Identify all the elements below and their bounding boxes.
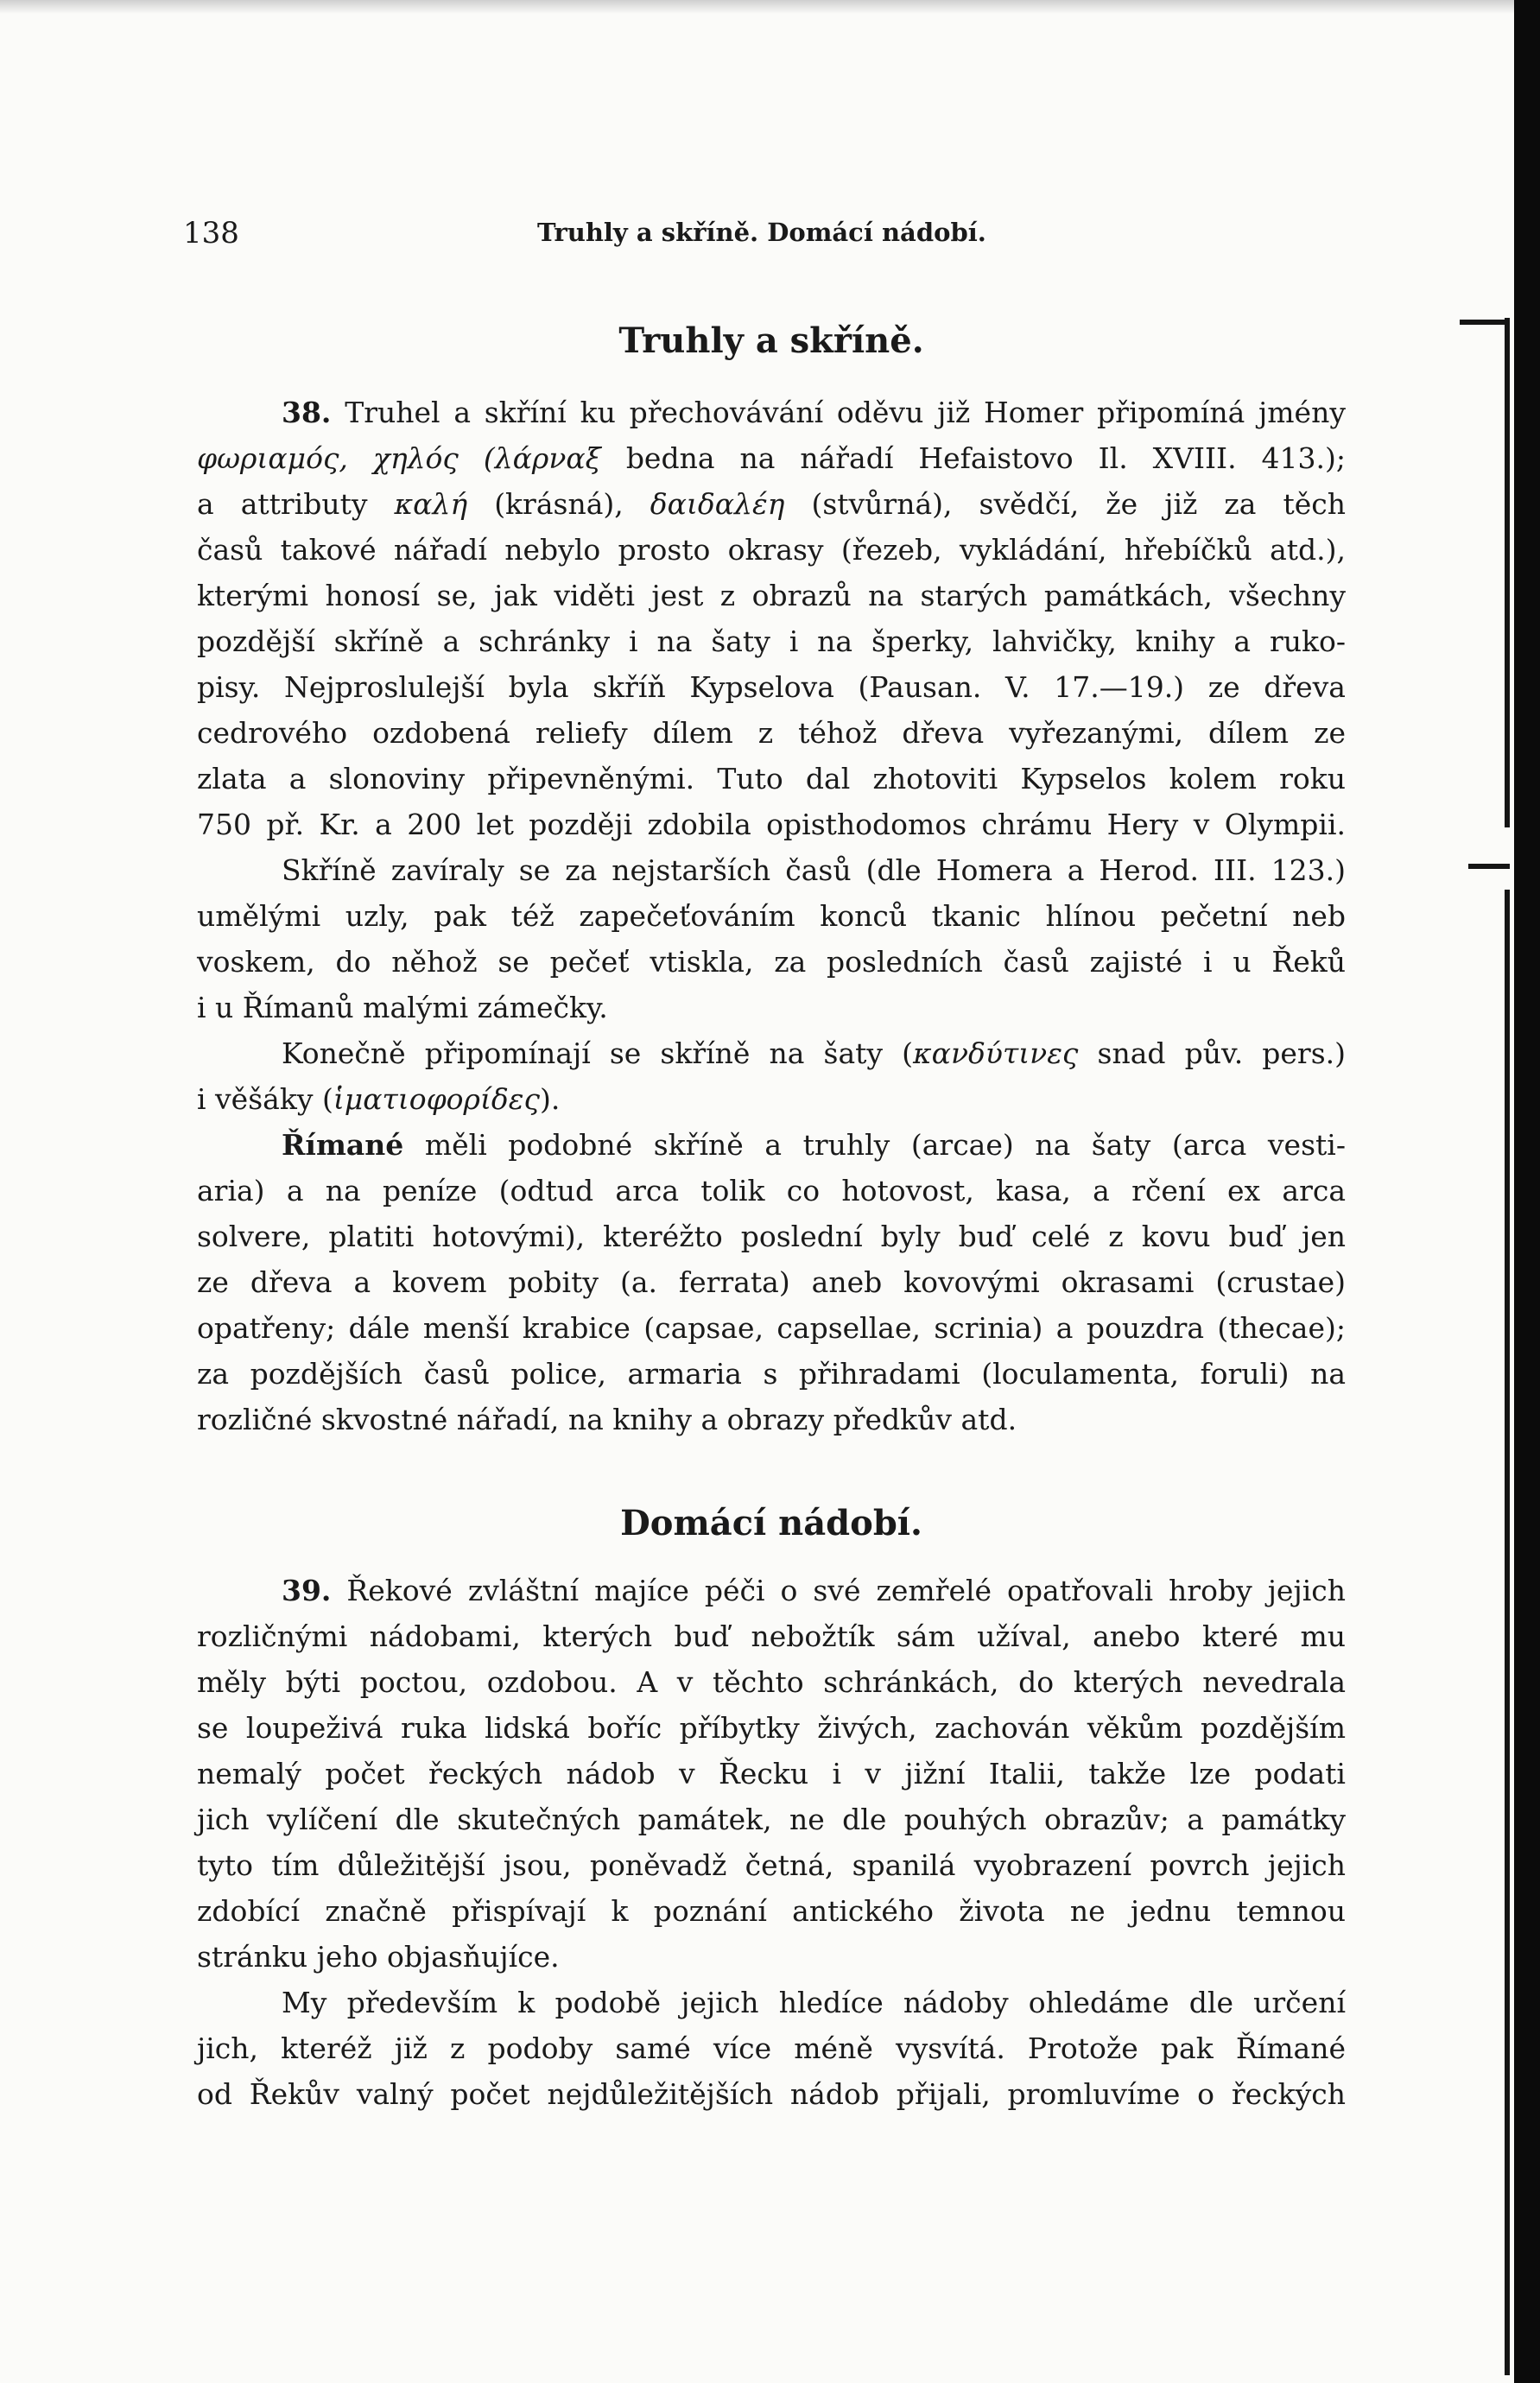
text-line: My především k podobě jejich hledíce nádoby ohledáme dle určení (282, 1986, 1346, 2019)
text-line: 750 př. Kr. a 200 let později zdobila opisthodomos chrámu Hery v Olympii. (197, 808, 1346, 841)
text-line: voskem, do něhož se pečeť vtiskla, za posledních časů zajisté i u Řeků (197, 945, 1346, 979)
text-line: solvere, platiti hotovými), kteréžto poslední byly buď celé z kovu buď jen (197, 1220, 1346, 1253)
text-line: od Řekův valný počet nejdůležitějších nádob přijali, promluvíme o řeckých (197, 2077, 1346, 2111)
paragraph-number: 39. (282, 1574, 332, 1607)
text-line: se loupeživá ruka lidská boříc příbytky živých, zachován věkům pozdějším (197, 1711, 1346, 1745)
text-line: zlata a slonoviny připevněnými. Tuto dal zhotoviti Kypselos kolem roku (197, 762, 1346, 795)
text-run: Řekové zvláštní majíce péči o své zemřelé opatřovali hroby jejich (346, 1574, 1346, 1607)
text-run: Truhel a skříní ku přechovávání oděvu již Homer připomíná jmény (345, 396, 1346, 429)
running-title: Truhly a skříně. Domácí nádobí. (537, 218, 986, 247)
section-title-truhly: Truhly a skříně. (618, 320, 924, 361)
greek-term: κανδύτινες (913, 1036, 1079, 1070)
text-line (197, 1568, 1346, 1613)
text-line (197, 390, 1346, 435)
text-line: jich, kteréž již z podoby samé více méně vysvítá. Protože pak Římané (197, 2031, 1346, 2065)
margin-rule-lower (1505, 890, 1510, 2375)
scan-right-edge (1514, 0, 1540, 2383)
text-line: Skříně zavíraly se za nejstarších časů (dle Homera a Herod. III. 123.) (282, 853, 1346, 887)
text-line: jich vylíčení dle skutečných památek, ne dle pouhých obrazův; a památky (197, 1803, 1346, 1836)
text-run: ). (539, 1082, 561, 1116)
text-line: umělými uzly, pak též zapečeťováním konců tkanic hlínou pečetní neb (197, 899, 1346, 933)
text-line: časů takové nářadí nebylo prosto okrasy (řezeb, vykládání, hřebíčků atd.), (197, 533, 1346, 567)
text-line: rozličnými nádobami, kterých buď nebožtík sám užíval, anebo které mu (197, 1619, 1346, 1653)
text-line: cedrového ozdobená reliefy dílem z téhož dřeva vyřezanými, dílem ze (197, 716, 1346, 750)
page-number: 138 (183, 216, 239, 250)
greek-term: καλή (394, 487, 468, 521)
text-line: za pozdějších časů police, armaria s přihradami (loculamenta, foruli) na (197, 1357, 1346, 1391)
text-line: ze dřeva a kovem pobity (a. ferrata) aneb kovovými okrasami (crustae) (197, 1265, 1346, 1299)
text-line: aria) a na peníze (odtud arca tolik co hotovost, kasa, a rčení ex arca (197, 1174, 1346, 1207)
text-line: zdobící značně přispívají k poznání antického života ne jednu temnou (197, 1894, 1346, 1928)
text-line (197, 1076, 1346, 1122)
text-line: tyto tím důležitější jsou, poněvadž četná, spanilá vyobrazení povrch jejich (197, 1848, 1346, 1882)
text-line: i u Římanů malými zámečky. (197, 991, 608, 1024)
paragraph-38 (197, 390, 1346, 847)
lead-word: Římané (282, 1128, 404, 1162)
margin-rule-upper (1505, 318, 1510, 827)
text-line: nemalý počet řeckých nádob v Řecku i v jižní Italii, takže lze podati (197, 1757, 1346, 1790)
paragraph-number: 38. (282, 396, 332, 429)
text-run: a attributy (197, 487, 368, 521)
running-head (183, 216, 1346, 264)
paragraph-39 (197, 1568, 1346, 1980)
text-run: Konečně připomínají se skříně na šaty ( (282, 1036, 914, 1070)
text-run: (krásná), (494, 487, 624, 521)
text-line (197, 1030, 1346, 1076)
scan-top-shadow (0, 0, 1540, 14)
text-run: měli podobné skříně a truhly (arcae) na šaty (arca vesti- (424, 1128, 1346, 1162)
greek-term: δαιδαλέη (650, 487, 785, 521)
text-run: snad pův. pers.) (1097, 1036, 1347, 1070)
text-line: opatřeny; dále menší krabice (capsae, capsellae, scrinia) a pouzdra (thecae); (197, 1311, 1346, 1345)
book-page (183, 216, 1347, 2117)
paragraph-skrine-zaviraly (197, 847, 1346, 1030)
text-run: (stvůrná), svědčí, že již za těch (811, 487, 1347, 521)
text-line (197, 481, 1346, 527)
text-run: i věšáky ( (197, 1082, 333, 1116)
margin-tick-lower (1468, 864, 1510, 869)
margin-tick-upper (1460, 320, 1510, 325)
paragraph-my-predevsim (197, 1980, 1346, 2117)
text-line (197, 435, 1346, 481)
text-run: bedna na nářadí Hefaistovo Il. XVIII. 413.); (625, 441, 1346, 475)
text-line: kterými honosí se, jak viděti jest z obrazů na starých památkách, všechny (197, 579, 1346, 612)
paragraph-rimane (197, 1122, 1346, 1442)
text-line: pisy. Nejproslulejší byla skříň Kypselova (Pausan. V. 17.—19.) ze dřeva (197, 670, 1346, 704)
text-line: stránku jeho objasňujíce. (197, 1940, 560, 1974)
text-line: rozličné skvostné nářadí, na knihy a obrazy předkův atd. (197, 1403, 1017, 1436)
text-line (197, 1122, 1346, 1168)
text-line: měly býti poctou, ozdobou. A v těchto schránkách, do kterých nevedrala (197, 1665, 1346, 1699)
text-line: pozdější skříně a schránky i na šaty i na šperky, lahvičky, knihy a ruko- (197, 624, 1346, 658)
section-title-domaci: Domácí nádobí. (620, 1503, 922, 1543)
greek-term: ἱματιοφορίδες (333, 1082, 540, 1116)
paragraph-konecne (197, 1030, 1346, 1122)
greek-term: φωριαμός, χηλός (λάρναξ (197, 441, 601, 475)
